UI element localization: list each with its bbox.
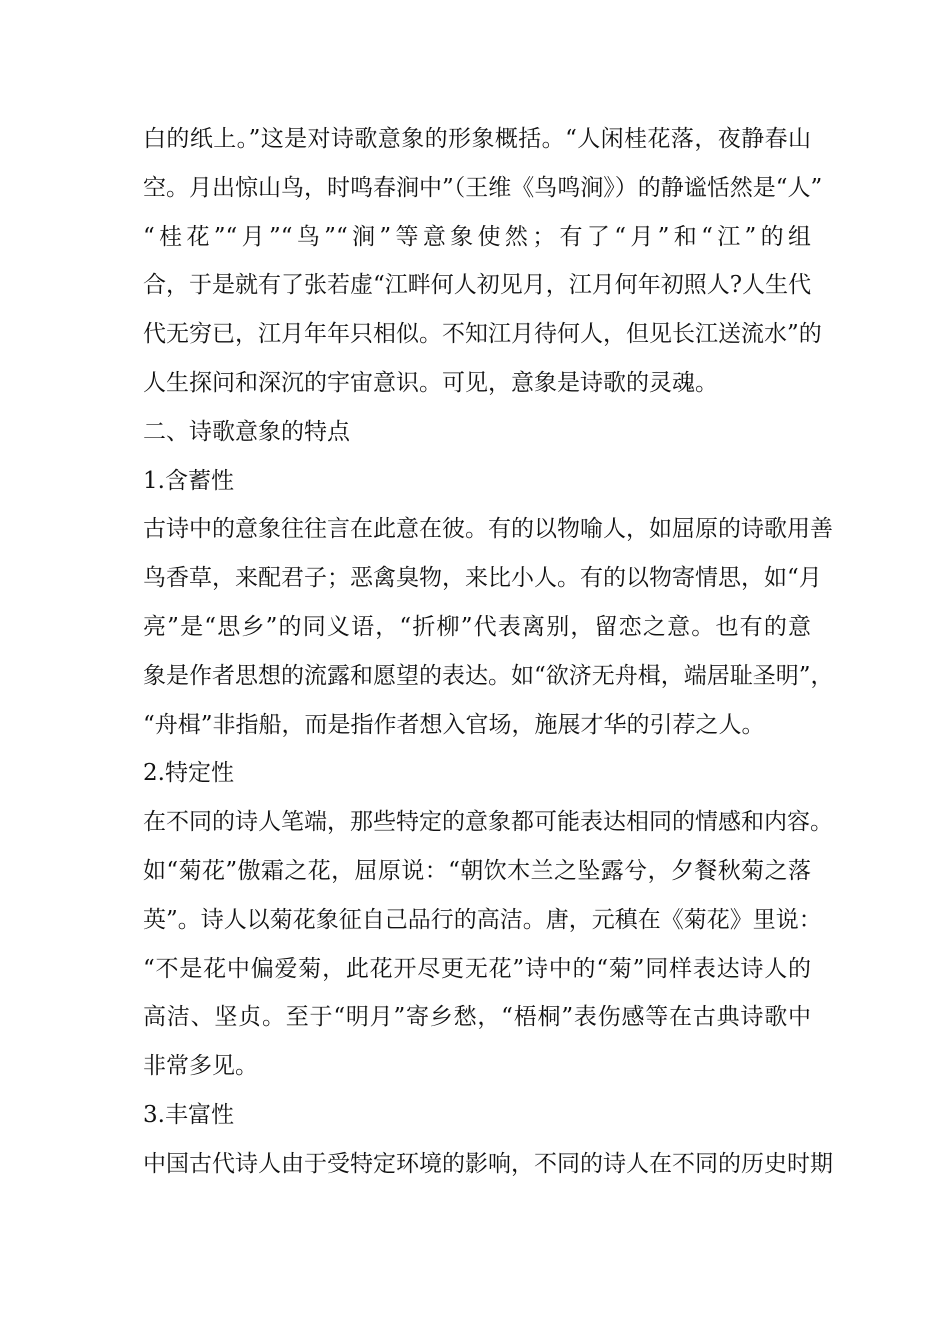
text-line: 中国古代诗人由于受特定环境的影响，不同的诗人在不同的历史时期: [143, 1150, 833, 1177]
text-line: 在不同的诗人笔端，那些特定的意象都可能表达相同的情感和内容。: [143, 809, 833, 836]
text-line: 亮”是“思乡”的同义语，“折柳”代表离别，留恋之意。也有的意: [143, 613, 811, 640]
text-line: 空。月出惊山鸟，时鸣春涧中”（王维《鸟鸣涧》）的静谧恬然是“人”: [143, 174, 823, 201]
text-line: 高洁、坚贞。至于“明月”寄乡愁，“梧桐”表伤感等在古典诗歌中: [143, 1004, 811, 1031]
text-line: 合，于是就有了张若虚“江畔何人初见月，江月何年初照人?人生代: [143, 272, 812, 299]
text-line: 古诗中的意象往往言在此意在彼。有的以物喻人，如屈原的诗歌用善: [143, 516, 833, 543]
text-line: “不是花中偏爱菊，此花开尽更无花”诗中的“菊”同样表达诗人的: [143, 955, 811, 982]
document-body: [143, 115, 834, 1189]
text-line: 鸟香草，来配君子；恶禽臭物，来比小人。有的以物寄情思，如“月: [143, 565, 822, 592]
text-line: 1.含蓄性: [143, 467, 234, 494]
text-line: 二、诗歌意象的特点: [143, 418, 350, 445]
text-line: 2.特定性: [143, 760, 234, 787]
text-line: “桂花”“月”“鸟”“涧”等意象使然；有了“月”和“江”的组: [143, 223, 811, 250]
text-line: 非常多见。: [143, 1053, 258, 1080]
text-line: “舟楫”非指船，而是指作者想入官场，施展才华的引荐之人。: [143, 711, 765, 738]
text-line: 如“菊花”傲霜之花，屈原说：“朝饮木兰之坠露兮，夕餐秋菊之落: [143, 857, 811, 884]
text-line: 人生探问和深沉的宇宙意识。可见，意象是诗歌的灵魂。: [143, 369, 718, 396]
text-line: 白的纸上。”这是对诗歌意象的形象概括。“人闲桂花落，夜静春山: [143, 126, 811, 152]
text-line: 代无穷已，江月年年只相似。不知江月待何人，但见长江送流水”的: [143, 321, 822, 348]
text-line: 英”。诗人以菊花象征自己品行的高洁。唐，元稹在《菊花》里说：: [143, 906, 822, 933]
text-line: 象是作者思想的流露和愿望的表达。如“欲济无舟楫，端居耻圣明”，: [143, 662, 834, 689]
text-line: 3.丰富性: [143, 1101, 234, 1128]
